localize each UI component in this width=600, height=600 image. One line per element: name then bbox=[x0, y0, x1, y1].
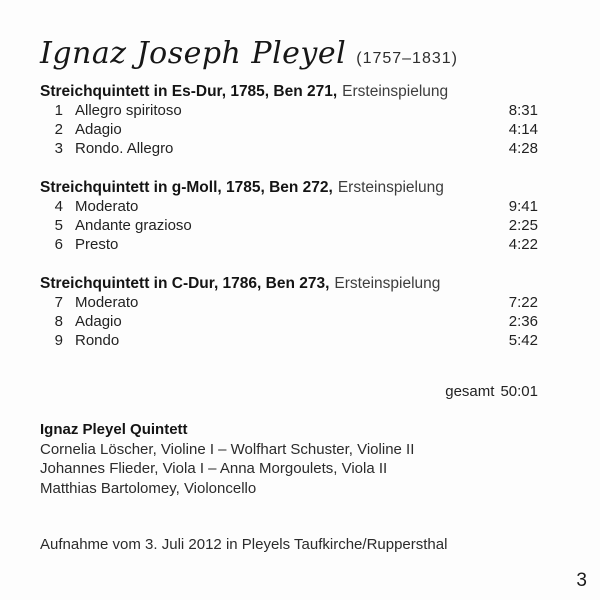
recording-note: Aufnahme vom 3. Juli 2012 in Pleyels Taufkirche/Ruppersthal bbox=[40, 536, 448, 553]
track-number: 8 bbox=[54, 313, 63, 330]
track-row bbox=[40, 293, 538, 312]
track-row bbox=[40, 216, 538, 235]
track-duration: 2:36 bbox=[508, 313, 538, 330]
track-number: 2 bbox=[54, 121, 63, 138]
track-title: Andante grazioso bbox=[75, 217, 192, 234]
track-duration: 4:14 bbox=[508, 121, 538, 138]
track-number: 9 bbox=[54, 332, 63, 349]
track-row bbox=[40, 101, 538, 120]
work-heading bbox=[40, 178, 538, 197]
composer-name: Ignaz Joseph Pleyel bbox=[40, 36, 347, 71]
track-row bbox=[40, 120, 538, 139]
track-row bbox=[40, 139, 538, 158]
page-number: 3 bbox=[576, 570, 587, 591]
ensemble-block bbox=[40, 420, 538, 498]
track-number: 1 bbox=[54, 102, 63, 119]
ensemble-member: Cornelia Löscher, Violine I – Wolfhart Schuster, Violine II bbox=[40, 440, 415, 458]
track-title: Rondo. Allegro bbox=[75, 140, 174, 157]
track-number: 6 bbox=[54, 236, 63, 253]
track-title: Presto bbox=[75, 236, 119, 253]
track-title: Moderato bbox=[75, 294, 139, 311]
work-title: Streichquintett in C-Dur, 1786, Ben 273, bbox=[40, 275, 330, 292]
work-heading bbox=[40, 82, 538, 101]
ensemble-member: Matthias Bartolomey, Violoncello bbox=[40, 479, 257, 497]
track-number: 5 bbox=[54, 217, 63, 234]
first-recording-label: Ersteinspielung bbox=[342, 83, 449, 100]
track-duration: 4:22 bbox=[508, 236, 538, 253]
track-title: Adagio bbox=[75, 121, 122, 138]
track-number: 7 bbox=[54, 294, 63, 311]
total-duration-line bbox=[40, 382, 538, 401]
first-recording-label: Ersteinspielung bbox=[337, 179, 444, 196]
track-row bbox=[40, 312, 538, 331]
ensemble-member: Johannes Flieder, Viola I – Anna Morgoulets, Viola II bbox=[40, 460, 388, 477]
composer-years: (1757–1831) bbox=[356, 50, 458, 67]
work-heading bbox=[40, 274, 538, 293]
track-row bbox=[40, 331, 538, 350]
track-duration: 2:25 bbox=[508, 217, 538, 234]
track-duration: 5:42 bbox=[508, 332, 538, 349]
total-duration-label: gesamt bbox=[445, 383, 495, 400]
track-title: Allegro spiritoso bbox=[75, 102, 182, 119]
work-section-g-moll bbox=[40, 178, 538, 254]
first-recording-label: Ersteinspielung bbox=[334, 275, 441, 292]
track-duration: 8:31 bbox=[508, 102, 538, 119]
track-number: 3 bbox=[54, 140, 63, 157]
track-title: Moderato bbox=[75, 198, 139, 215]
composer-title-line bbox=[40, 36, 538, 80]
track-duration: 9:41 bbox=[508, 198, 538, 215]
track-number: 4 bbox=[54, 198, 63, 215]
work-title: Streichquintett in g-Moll, 1785, Ben 272, bbox=[40, 179, 333, 196]
work-section-c-dur bbox=[40, 274, 538, 350]
ensemble-name: Ignaz Pleyel Quintett bbox=[40, 421, 188, 438]
track-title: Rondo bbox=[75, 332, 120, 349]
track-row bbox=[40, 197, 538, 216]
track-row bbox=[40, 235, 538, 254]
track-title: Adagio bbox=[75, 313, 122, 330]
work-title: Streichquintett in Es-Dur, 1785, Ben 271, bbox=[40, 83, 338, 100]
total-duration-value: 50:01 bbox=[500, 383, 538, 400]
work-section-es-dur bbox=[40, 82, 538, 158]
track-duration: 4:28 bbox=[508, 140, 538, 157]
track-duration: 7:22 bbox=[508, 294, 538, 311]
